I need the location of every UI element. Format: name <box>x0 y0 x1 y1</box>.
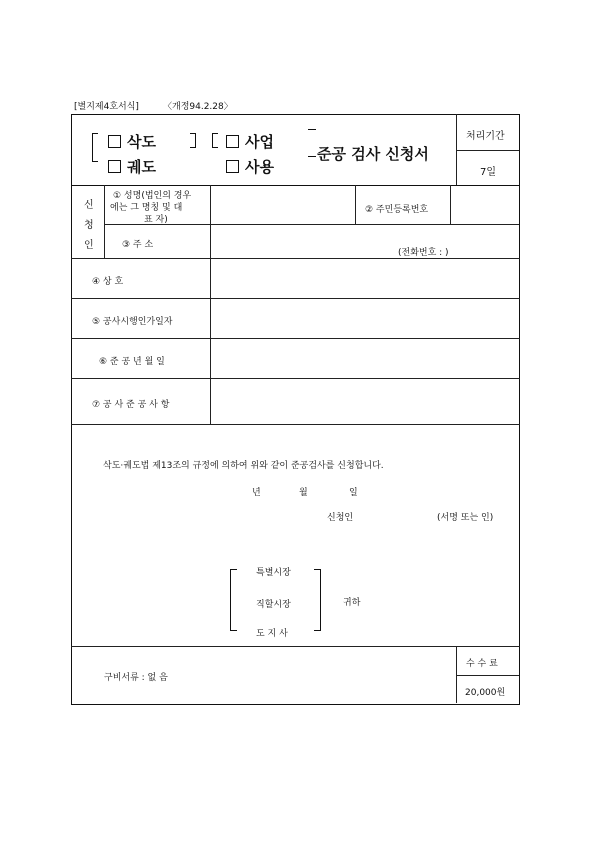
fee-label: 수 수 료 <box>466 659 498 669</box>
option-use: 사용 <box>226 156 274 177</box>
name-field[interactable] <box>212 188 353 222</box>
trade-name-label: ④ 상 호 <box>92 277 124 287</box>
row7-top-line <box>71 378 520 379</box>
right-group-left-bracket <box>212 133 218 148</box>
applicant-side-1: 신 <box>84 200 94 211</box>
period-value: 7일 <box>480 167 497 178</box>
fee-divider-v <box>456 646 457 703</box>
recipient-seoul-mayor: 특별시장 <box>256 568 291 578</box>
footer-top-line <box>71 646 520 647</box>
row6-top-line <box>71 338 520 339</box>
applicant-sign-label: 신청인 <box>327 513 354 523</box>
statement-top-line <box>71 424 520 425</box>
use-checkbox[interactable] <box>226 160 239 173</box>
option-sakdo: 삭도 <box>108 131 156 152</box>
required-documents: 구비서류 : 없 음 <box>104 673 168 683</box>
id-number-label: ② 주민등록번호 <box>365 205 429 215</box>
recipient-governor: 도 지 사 <box>256 629 288 639</box>
option-business: 사업 <box>226 131 274 152</box>
application-statement: 삭도·궤도법 제13조의 규정에 의하여 위와 같이 준공검사를 신청합니다. <box>103 461 384 471</box>
trade-name-field[interactable] <box>212 261 517 296</box>
completion-details-field[interactable] <box>212 381 517 422</box>
form-number: [별지제4호서식] <box>74 102 139 112</box>
row4-top-line <box>71 258 520 259</box>
completion-date-label: ⑥ 준 공 년 월 일 <box>99 357 165 367</box>
label-value-divider <box>210 185 211 424</box>
left-bracket <box>92 133 98 162</box>
recipient-city-mayor: 직할시장 <box>256 600 291 610</box>
month-label: 월 <box>299 488 308 498</box>
applicant-side-2: 청 <box>84 220 94 231</box>
left-group-right-bracket <box>190 133 196 148</box>
name-label-line3: 표 자) <box>144 215 168 225</box>
applicant-side-divider <box>104 185 105 258</box>
revision-date: 〈개정94.2.28〉 <box>163 102 233 112</box>
sakdo-checkbox[interactable] <box>108 135 121 148</box>
bracket-mark-top <box>308 129 316 130</box>
period-divider <box>456 150 519 151</box>
name-id-divider <box>355 185 356 224</box>
id-value-divider <box>450 185 451 224</box>
construction-approval-date-label: ⑤ 공사시행인가일자 <box>92 317 173 327</box>
period-label: 처리기간 <box>466 131 505 142</box>
bracket-mark-bottom <box>308 156 316 157</box>
business-checkbox[interactable] <box>226 135 239 148</box>
fee-value: 20,000원 <box>465 688 506 698</box>
construction-approval-date-field[interactable] <box>212 301 517 336</box>
completion-details-label: ⑦ 공 사 준 공 사 항 <box>92 400 170 410</box>
row5-top-line <box>71 298 520 299</box>
name-label-line2: 에는 그 명칭 및 대 <box>110 203 183 213</box>
fee-divider <box>456 675 519 676</box>
recipient-bracket-right <box>314 569 321 631</box>
recipient-bracket-left <box>230 569 237 631</box>
gwedo-checkbox[interactable] <box>108 160 121 173</box>
name-label-line1: ① 성명(법인의 경우 <box>113 191 192 201</box>
title-bottom-line <box>71 185 520 186</box>
address-field[interactable] <box>212 226 517 244</box>
signature-note: (서명 또는 인) <box>437 513 494 523</box>
address-label: ③ 주 소 <box>122 240 154 250</box>
title-period-divider <box>456 114 457 185</box>
addressee-suffix: 귀하 <box>343 598 361 608</box>
year-label: 년 <box>252 488 261 498</box>
form-title: 준공 검사 신청서 <box>317 145 429 163</box>
day-label: 일 <box>349 488 358 498</box>
applicant-side-3: 인 <box>84 240 94 251</box>
option-gwedo: 궤도 <box>108 156 156 177</box>
id-number-field[interactable] <box>452 188 517 222</box>
phone-label: (전화번호 : ) <box>398 248 449 258</box>
completion-date-field[interactable] <box>212 341 517 376</box>
